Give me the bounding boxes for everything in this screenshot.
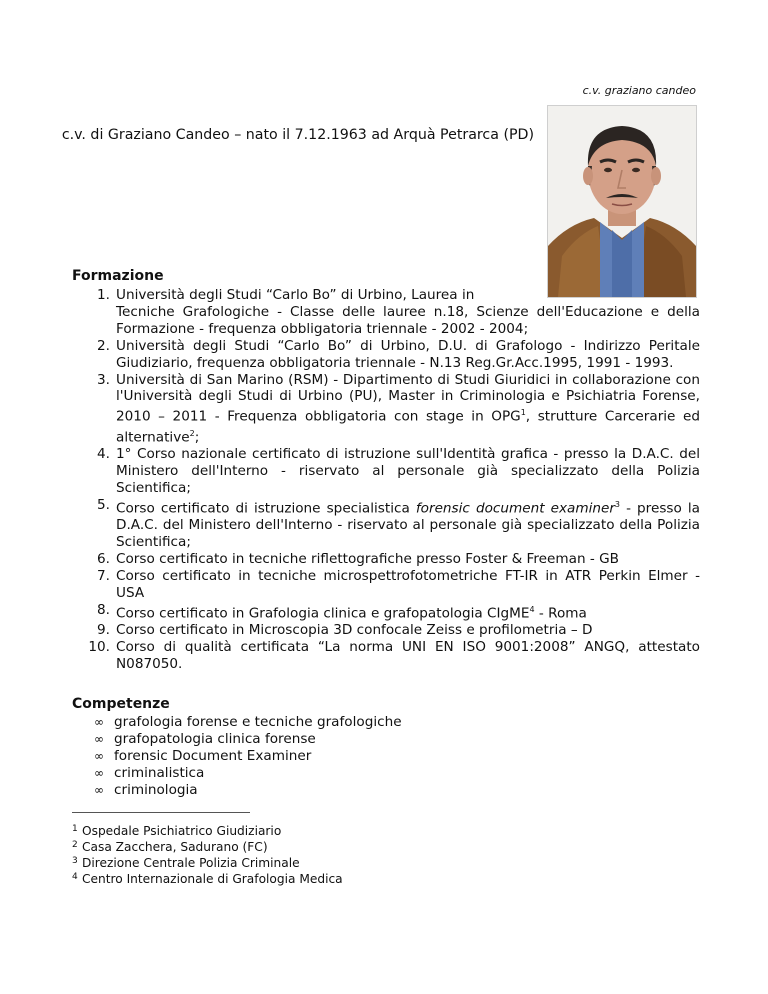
infinity-bullet-icon: ∞ [94, 783, 104, 797]
item-text: , strutture Carcerarie ed alternative [116, 408, 700, 446]
footnote [72, 855, 343, 871]
formazione-heading: Formazione [72, 268, 164, 284]
portrait-image [548, 106, 696, 297]
item-text: 1° Corso nazionale certificato di istruzione sull'Identità grafica - presso la D.A.C. del Ministero dell'Interno - riservato al personale già specializzato della Polizia Scientifica; [116, 446, 700, 497]
education-item [72, 338, 700, 372]
footnote-ref: 3 [614, 499, 621, 509]
skills-list [72, 714, 402, 799]
footnote-text: Direzione Centrale Polizia Criminale [82, 856, 300, 870]
skill-text: criminologia [114, 782, 198, 798]
item-text: Corso certificato di istruzione specialistica [116, 500, 416, 517]
footnote-ref: 4 [529, 604, 535, 614]
skill-text: forensic Document Examiner [114, 748, 312, 764]
item-text: - Roma [534, 605, 587, 622]
skill-item [72, 731, 402, 748]
item-text-continued: Tecniche Grafologiche - Classe delle lauree n.18, Scienze dell'Educazione e della Formazione - frequenza obbligatoria triennale - 2002 - 2004; [116, 303, 700, 337]
education-item [72, 551, 700, 568]
running-header: c.v. graziano candeo [582, 84, 696, 97]
item-number: 4. [97, 446, 110, 463]
item-text: Università degli Studi “Carlo Bo” di Urbino, Laurea in [116, 287, 475, 303]
education-item [72, 497, 700, 551]
item-text: Corso certificato in Microscopia 3D confocale Zeiss e profilometria – D [116, 622, 593, 639]
education-item [72, 568, 700, 602]
document-title: c.v. di Graziano Candeo – nato il 7.12.1963 ad Arquà Petrarca (PD) [61, 127, 534, 143]
item-text: Corso certificato in tecniche riflettografiche presso Foster & Freeman - GB [116, 551, 619, 568]
portrait-photo [547, 105, 697, 298]
footnote-ref: 1 [520, 408, 526, 418]
infinity-bullet-icon: ∞ [94, 766, 104, 780]
footnote [72, 871, 343, 887]
item-text: Università degli Studi “Carlo Bo” di Urbino, D.U. di Grafologo - Indirizzo Peritale Giudiziario, frequenza obbligatoria triennale - N.13 Reg.Gr.Acc.1995, 1991 - 1993. [116, 337, 700, 371]
item-number: 9. [97, 622, 110, 639]
education-item [72, 622, 700, 639]
skill-item [72, 748, 402, 765]
footnote [72, 823, 343, 839]
education-item [72, 602, 700, 622]
footnote [72, 839, 343, 855]
footnote-number: 4 [72, 872, 78, 882]
footnote-number: 3 [72, 856, 78, 866]
item-number: 1. [97, 287, 110, 303]
footnote-text: Centro Internazionale di Grafologia Medica [82, 872, 343, 886]
infinity-bullet-icon: ∞ [94, 732, 104, 746]
skill-text: criminalistica [114, 765, 205, 781]
item-text: Corso di qualità certificata “La norma UNI EN ISO 9001:2008” ANGQ, attestato N087050. [116, 639, 700, 673]
item-number: 7. [97, 568, 110, 585]
footnote-text: Ospedale Psichiatrico Giudiziario [82, 824, 282, 838]
item-text: - presso la D.A.C. del Ministero dell'Interno - riservato al personale già specializzato della Polizia Scientifica; [116, 500, 700, 551]
item-number: 3. [97, 371, 110, 388]
item-number: 5. [97, 496, 110, 513]
item-emphasis: forensic document examiner [415, 500, 615, 517]
item-number: 10. [88, 639, 110, 656]
footnotes [72, 823, 343, 887]
infinity-bullet-icon: ∞ [94, 715, 104, 729]
skill-text: grafologia forense e tecniche grafologiche [114, 714, 402, 730]
competenze-heading: Competenze [72, 696, 170, 712]
item-number: 2. [97, 337, 110, 354]
footnote-number: 1 [72, 824, 78, 834]
item-number: 8. [97, 601, 110, 618]
skill-item [72, 765, 402, 782]
education-item [72, 372, 700, 447]
item-number: 6. [97, 551, 110, 568]
footnote-ref: 2 [189, 428, 195, 438]
footnote-text: Casa Zacchera, Sadurano (FC) [82, 840, 268, 854]
education-item [72, 639, 700, 673]
skill-text: grafopatologia clinica forense [114, 731, 316, 747]
item-text: ; [194, 429, 200, 446]
item-text: Università di San Marino (RSM) - Dipartimento di Studi Giuridici in collaborazione con l'Università degli Studi di Urbino (PU), Master in Criminologia e Psichiatria Forense, 2010 – 2011 - Frequenza obbligatoria con stage in OPG [116, 371, 700, 425]
infinity-bullet-icon: ∞ [94, 749, 104, 763]
footnote-number: 2 [72, 840, 78, 850]
education-item [72, 446, 700, 497]
skill-item [72, 714, 402, 731]
education-item [72, 287, 700, 338]
skill-item [72, 782, 402, 799]
item-text: Corso certificato in tecniche microspettrofotometriche FT-IR in ATR Perkin Elmer - USA [116, 568, 700, 601]
item-text: Corso certificato in Grafologia clinica e grafopatologia CIgME [116, 605, 530, 622]
footnote-divider [72, 812, 250, 813]
education-list [72, 287, 700, 673]
